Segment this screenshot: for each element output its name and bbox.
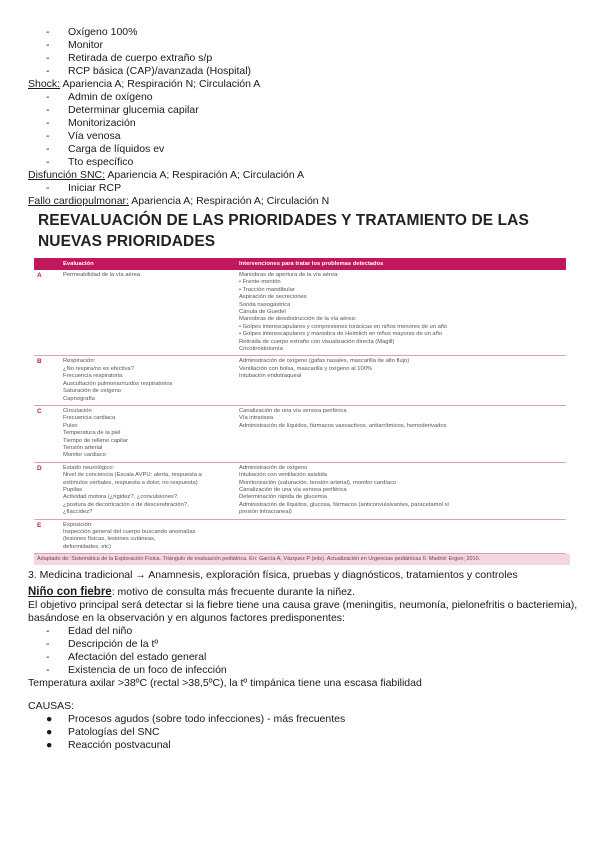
cell-line: Tensión arterial: [63, 444, 103, 451]
dash-bullet: -: [46, 117, 50, 129]
dash-bullet: -: [46, 39, 50, 51]
cell-line: Tiempo de relleno capilar: [63, 437, 128, 444]
cell-line: Determinación rápida de glucemia: [239, 494, 327, 501]
figure-title-line2: NUEVAS PRIORIDADES: [38, 233, 216, 250]
dash-bullet: -: [46, 625, 50, 638]
cell-line: Canalización de una vía venosa periférica: [239, 486, 347, 493]
row-letter: E: [34, 519, 60, 554]
list-item: [28, 625, 576, 638]
cell-line: Temperatura de la piel: [63, 430, 121, 437]
cell-line: • Golpes interescapulares y maniobra de Heimlich en niños mayores de un año: [239, 331, 443, 338]
top-list: [28, 26, 576, 78]
list-item: [28, 39, 576, 52]
cell-line: Administración de oxígeno: [239, 464, 308, 471]
causas-list: [28, 713, 576, 752]
cell-line: Auscultación pulmonar/ruidos respiratorios: [63, 380, 173, 387]
figure: [28, 210, 576, 565]
dash-bullet: -: [46, 91, 50, 103]
list-item-text: Vía venosa: [68, 130, 121, 142]
table-header-interv: Intervenciones para tratar los problemas detectados: [236, 258, 566, 270]
circle-bullet-icon: ●: [46, 713, 53, 726]
cell-line: ¿flaccidez?: [63, 509, 93, 516]
nino-label: Niño con fiebre: [28, 586, 112, 599]
cell-line: Maniobras de apertura de la vía aérea:: [239, 272, 339, 278]
evaluation-table: [34, 258, 566, 554]
medicina-line: 3. Medicina tradicional → Anamnesis, exploración física, pruebas y diagnósticos, tratamientos y controles: [28, 569, 518, 582]
table-header-eval: Evaluación: [60, 258, 236, 270]
shock-label: Shock:: [28, 78, 61, 90]
cardio-line: [28, 195, 576, 208]
list-item-text: Descripción de la tº: [68, 638, 159, 651]
dash-bullet: -: [46, 156, 50, 168]
cell-line: Monitorización (saturación, tensión arterial), monitor cardíaco: [239, 479, 397, 486]
cell-line: Vía intraósea: [239, 415, 274, 422]
list-item: [28, 726, 576, 739]
list-item: [28, 739, 576, 752]
cell-line: Permeabilidad de la vía aérea: [63, 272, 141, 278]
shock-list: [28, 91, 576, 169]
circle-bullet-icon: ●: [46, 739, 53, 752]
list-item-text: Carga de líquidos ev: [68, 143, 165, 155]
cell-line: Administración de líquidos, fármacos vasoactivos, antiarrítmicos, hemoderivados: [239, 422, 447, 429]
table-row: [34, 519, 566, 554]
cell-line: Respiración:: [63, 358, 96, 365]
snc-text: Apariencia A; Respiración A; Circulación A: [105, 169, 305, 181]
cell-line: Administración de líquidos, glucosa, fármacos (anticonvulsivantes, paracetamol si: [239, 501, 449, 508]
row-letter: D: [34, 462, 60, 519]
cell-line: • Golpes interescapulares y compresiones torácicas en niños menores de un año: [239, 323, 448, 330]
cell-line: Pulso: [63, 422, 78, 429]
dash-bullet: -: [46, 638, 50, 651]
list-item-text: Reacción postvacunal: [68, 739, 171, 752]
dash-bullet: -: [46, 182, 50, 194]
shock-line: [28, 78, 576, 91]
cell-line: Ventilación con bolsa, mascarilla y oxígeno al 100%: [239, 365, 373, 372]
cell-line: • Frente-mentón: [239, 279, 281, 286]
objetivo-line-2: basándose en la observación y en algunos factores predisponentes:: [28, 612, 345, 625]
temperatura-line: Temperatura axilar >38ºC (rectal >38,5ºC), la tº timpánica tiene una escasa fiabilidad: [28, 677, 422, 690]
shock-text: Apariencia A; Respiración N; Circulación A: [60, 78, 261, 90]
list-item: [28, 130, 576, 143]
cell-line: estímulos verbales, respuesta a dolor, no respuesta): [63, 479, 198, 486]
table-row: [34, 462, 566, 519]
table-row: [34, 405, 566, 462]
list-item-text: Procesos agudos (sobre todo infecciones) - más frecuentes: [68, 713, 346, 726]
cell-interv: [236, 405, 566, 462]
dash-bullet: -: [46, 664, 50, 677]
cell-line: Aspiración de secreciones: [239, 294, 307, 301]
row-letter: A: [34, 270, 60, 356]
cell-line: Capnografía: [63, 395, 95, 402]
table-row: [34, 356, 566, 405]
cell-interv: [236, 356, 566, 405]
cell-line: Intubación con ventilación asistida: [239, 472, 327, 479]
cell-line: ¿postura de decorticación o de descerebración?,: [63, 501, 189, 508]
list-item-text: Afectación del estado general: [68, 651, 207, 664]
dash-bullet: -: [46, 130, 50, 142]
list-item-text: Patologías del SNC: [68, 726, 160, 739]
dash-bullet: -: [46, 104, 50, 116]
list-item-text: Determinar glucemia capilar: [68, 104, 199, 116]
cell-line: (lesiones físicas, lesiones cutáneas,: [63, 536, 156, 543]
figure-caption: Adaptado de: Sistemática de la Exploración Física. Triángulo de evaluación pediátrica. En: García A, Vázquez P (eds). Actualización en Urgencias pediátricas II. Madrid: Ergon; 2010.: [34, 554, 570, 565]
list-item-text: Existencia de un foco de infección: [68, 664, 227, 677]
factores-list: [28, 625, 576, 677]
dash-bullet: -: [46, 143, 50, 155]
cell-line: Exposición:: [63, 521, 93, 528]
list-item: [28, 104, 576, 117]
dash-bullet: -: [46, 52, 50, 64]
row-letter: B: [34, 356, 60, 405]
table-header-letter: [34, 258, 60, 270]
list-item: [28, 651, 576, 664]
cell-line: Monitor cardiaco: [63, 452, 106, 459]
cell-interv: [236, 519, 566, 554]
list-item-text: Admin de oxígeno: [68, 91, 153, 103]
cell-interv: [236, 462, 566, 519]
dash-bullet: -: [46, 651, 50, 664]
cell-eval: [60, 462, 236, 519]
objetivo-line-1: El objetivo principal será detectar si la fiebre tiene una causa grave (meningitis, neumonía, pielonefritis o bacteriemia),: [28, 599, 578, 612]
cell-line: Sonda nasogástrica: [239, 301, 291, 308]
cell-line: Administración de oxígeno (gafas nasales, mascarilla de alto flujo): [239, 358, 410, 365]
list-item-text: Iniciar RCP: [68, 182, 122, 194]
cell-eval: [60, 356, 236, 405]
cell-interv: [236, 270, 566, 356]
cell-line: Canalización de una vía venosa periférica: [239, 407, 347, 414]
cell-line: Saturación de oxígeno: [63, 388, 122, 395]
cell-eval: [60, 405, 236, 462]
figure-title: [38, 210, 576, 252]
list-item-text: Tto específico: [68, 156, 134, 168]
nino-text: : motivo de consulta más frecuente durante la niñez.: [111, 586, 356, 599]
list-item: [28, 26, 576, 39]
cell-line: Circulación: [63, 407, 92, 414]
cell-eval: [60, 270, 236, 356]
cell-line: Cricotiroidotomía: [239, 346, 283, 353]
cell-line: ¿No respira/no es efectiva?: [63, 365, 134, 372]
cell-line: presión intracraneal): [239, 509, 292, 516]
cell-line: Estado neurológico:: [63, 464, 115, 471]
list-item: [28, 65, 576, 78]
cell-eval: [60, 519, 236, 554]
list-item-text: Oxígeno 100%: [68, 26, 138, 38]
list-item-text: Monitor: [68, 39, 104, 51]
list-item: [28, 156, 576, 169]
nino-line: [28, 586, 576, 599]
cell-line: Frecuencia cardiaca: [63, 415, 116, 422]
cardio-label: Fallo cardiopulmonar:: [28, 195, 129, 207]
list-item: [28, 664, 576, 677]
dash-bullet: -: [46, 65, 50, 77]
list-item-text: Monitorización: [68, 117, 136, 129]
list-item: [28, 638, 576, 651]
row-letter: C: [34, 405, 60, 462]
cell-line: deformidades, etc): [63, 543, 112, 550]
list-item-text: RCP básica (CAP)/avanzada (Hospital): [68, 65, 252, 77]
circle-bullet-icon: ●: [46, 726, 53, 739]
cell-line: Cánula de Guedel: [239, 309, 286, 316]
cell-line: Pupilas: [63, 486, 83, 493]
list-item: [28, 182, 576, 195]
snc-list: [28, 182, 576, 195]
list-item-text: Retirada de cuerpo extraño s/p: [68, 52, 213, 64]
cell-line: Nivel de conciencia (Escala AVPU: alerta, respuesta a: [63, 472, 202, 479]
cell-line: Intubación endotraqueal: [239, 373, 302, 380]
cell-line: • Tracción mandibular: [239, 286, 295, 293]
cell-line: Actividad motora (¿rigidez?, ¿convulsiones?,: [63, 494, 179, 501]
list-item: [28, 52, 576, 65]
table-row: [34, 270, 566, 356]
list-item: [28, 713, 576, 726]
list-item: [28, 91, 576, 104]
cell-line: Retirada de cuerpo extraño con visualización directa (Magill): [239, 338, 395, 345]
snc-line: [28, 169, 576, 182]
cardio-text: Apariencia A; Respiración A; Circulación N: [128, 195, 330, 207]
snc-label: Disfunción SNC:: [28, 169, 106, 181]
cell-line: Maniobras de desobstrucción de la vía aérea:: [239, 316, 357, 323]
cell-line: Inspección general del cuerpo buscando anomalías: [63, 529, 196, 535]
list-item: [28, 117, 576, 130]
causas-label: CAUSAS:: [28, 700, 75, 713]
document-page: [28, 26, 576, 752]
list-item-text: Edad del niño: [68, 625, 133, 638]
list-item: [28, 143, 576, 156]
cell-line: Frecuencia respiratoria: [63, 373, 123, 380]
dash-bullet: -: [46, 26, 50, 38]
figure-title-line1: REEVALUACIÓN DE LAS PRIORIDADES Y TRATAMIENTO DE LAS: [38, 212, 529, 229]
